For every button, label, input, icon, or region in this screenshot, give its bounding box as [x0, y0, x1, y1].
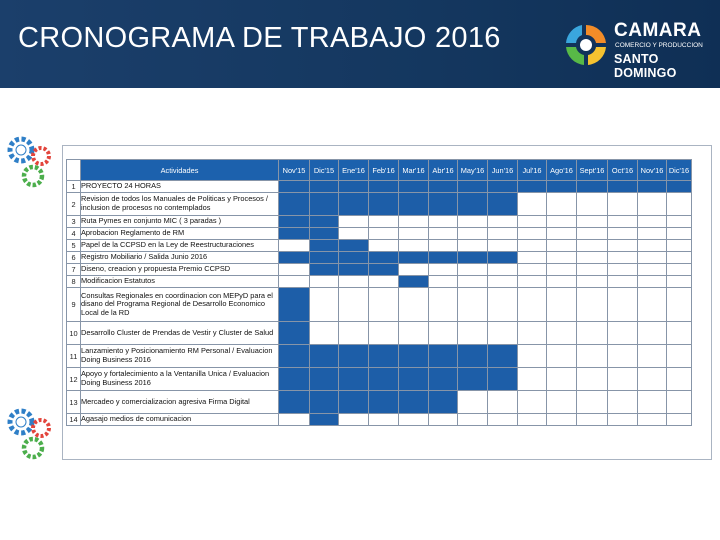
row-number: 10	[67, 322, 81, 345]
table-row	[67, 181, 692, 193]
row-number: 9	[67, 288, 81, 322]
schedule-cell-empty	[399, 288, 429, 322]
schedule-cell-empty	[577, 368, 608, 391]
schedule-cell-empty	[638, 345, 667, 368]
schedule-cell-empty	[279, 414, 310, 426]
page-title: CRONOGRAMA DE TRABAJO 2016	[18, 22, 501, 54]
schedule-cell-active	[279, 288, 310, 322]
schedule-cell-active	[458, 193, 488, 216]
schedule-cell-empty	[429, 228, 458, 240]
table-row	[67, 216, 692, 228]
month-header: Dic'16	[667, 160, 692, 181]
activities-header: Actividades	[81, 160, 279, 181]
schedule-cell-empty	[608, 240, 638, 252]
schedule-cell-active	[339, 368, 369, 391]
schedule-cell-empty	[369, 228, 399, 240]
schedule-cell-empty	[279, 264, 310, 276]
schedule-cell-empty	[458, 216, 488, 228]
schedule-cell-active	[369, 391, 399, 414]
schedule-cell-empty	[638, 240, 667, 252]
schedule-cell-active	[638, 181, 667, 193]
activity-cell: Agasajo medios de comunicacion	[81, 414, 279, 426]
schedule-cell-empty	[399, 228, 429, 240]
schedule-cell-active	[310, 181, 339, 193]
schedule-cell-empty	[577, 276, 608, 288]
schedule-cell-active	[279, 252, 310, 264]
month-header: Abr'16	[429, 160, 458, 181]
schedule-cell-empty	[488, 228, 518, 240]
schedule-cell-empty	[667, 216, 692, 228]
schedule-cell-empty	[518, 276, 547, 288]
table-row	[67, 345, 692, 368]
table-row	[67, 322, 692, 345]
activity-cell: Aprobacion Reglamento de RM	[81, 228, 279, 240]
logo-name: CAMARA	[614, 20, 702, 41]
schedule-cell-active	[429, 345, 458, 368]
schedule-cell-active	[399, 368, 429, 391]
slide-header	[0, 0, 720, 88]
schedule-cell-active	[339, 181, 369, 193]
schedule-cell-empty	[488, 288, 518, 322]
schedule-cell-empty	[458, 414, 488, 426]
month-header: Sept'16	[577, 160, 608, 181]
schedule-cell-empty	[667, 414, 692, 426]
schedule-cell-empty	[638, 216, 667, 228]
schedule-cell-empty	[608, 252, 638, 264]
schedule-cell-active	[279, 193, 310, 216]
row-number: 11	[67, 345, 81, 368]
activity-cell: Consultas Regionales en coordinacion con MEPyD para el disano del Programa Regional de Desarrollo Economico Local de la RD	[81, 288, 279, 322]
schedule-cell-active	[279, 181, 310, 193]
schedule-cell-empty	[399, 240, 429, 252]
schedule-cell-empty	[518, 322, 547, 345]
schedule-cell-empty	[518, 240, 547, 252]
schedule-cell-active	[279, 216, 310, 228]
activity-cell: Diseno, creacion y propuesta Premio CCPSD	[81, 264, 279, 276]
logo-city: SANTO DOMINGO	[614, 52, 677, 80]
schedule-cell-active	[339, 252, 369, 264]
schedule-cell-active	[279, 228, 310, 240]
schedule-cell-empty	[667, 240, 692, 252]
schedule-cell-empty	[667, 345, 692, 368]
schedule-cell-empty	[429, 240, 458, 252]
schedule-cell-empty	[458, 228, 488, 240]
schedule-cell-empty	[638, 193, 667, 216]
schedule-cell-empty	[547, 345, 577, 368]
schedule-cell-empty	[399, 264, 429, 276]
table-row	[67, 252, 692, 264]
schedule-cell-empty	[547, 193, 577, 216]
schedule-cell-empty	[518, 193, 547, 216]
schedule-cell-active	[310, 252, 339, 264]
schedule-cell-active	[310, 193, 339, 216]
schedule-cell-empty	[577, 391, 608, 414]
schedule-cell-active	[547, 181, 577, 193]
schedule-cell-empty	[577, 288, 608, 322]
schedule-cell-active	[279, 322, 310, 345]
row-number: 5	[67, 240, 81, 252]
schedule-cell-empty	[577, 228, 608, 240]
schedule-cell-empty	[577, 193, 608, 216]
row-number: 4	[67, 228, 81, 240]
schedule-cell-empty	[369, 322, 399, 345]
schedule-cell-empty	[518, 414, 547, 426]
schedule-cell-active	[310, 228, 339, 240]
schedule-cell-empty	[547, 252, 577, 264]
schedule-cell-active	[399, 193, 429, 216]
schedule-cell-empty	[638, 276, 667, 288]
schedule-cell-empty	[577, 414, 608, 426]
activity-cell: Desarrollo Cluster de Prendas de Vestir y Cluster de Salud	[81, 322, 279, 345]
schedule-cell-active	[339, 193, 369, 216]
schedule-cell-active	[399, 276, 429, 288]
schedule-cell-empty	[667, 252, 692, 264]
schedule-cell-empty	[547, 240, 577, 252]
schedule-cell-empty	[518, 216, 547, 228]
schedule-cell-active	[488, 368, 518, 391]
schedule-cell-active	[310, 216, 339, 228]
schedule-cell-empty	[638, 264, 667, 276]
schedule-cell-empty	[547, 322, 577, 345]
schedule-cell-empty	[667, 193, 692, 216]
month-header: Ene'16	[339, 160, 369, 181]
schedule-cell-empty	[518, 264, 547, 276]
table-row	[67, 228, 692, 240]
schedule-cell-empty	[458, 288, 488, 322]
schedule-cell-empty	[518, 288, 547, 322]
activity-cell: Ruta Pymes en conjunto MIC ( 3 paradas )	[81, 216, 279, 228]
schedule-cell-active	[310, 391, 339, 414]
schedule-cell-empty	[518, 252, 547, 264]
schedule-cell-empty	[577, 252, 608, 264]
activity-cell: Modificacion Estatutos	[81, 276, 279, 288]
schedule-cell-empty	[488, 322, 518, 345]
table-row	[67, 240, 692, 252]
schedule-cell-empty	[577, 240, 608, 252]
schedule-cell-active	[369, 345, 399, 368]
row-number: 7	[67, 264, 81, 276]
schedule-cell-active	[458, 368, 488, 391]
schedule-cell-empty	[608, 288, 638, 322]
schedule-cell-empty	[458, 264, 488, 276]
schedule-cell-active	[339, 240, 369, 252]
month-header: Jun'16	[488, 160, 518, 181]
schedule-cell-empty	[339, 228, 369, 240]
month-header: May'16	[458, 160, 488, 181]
schedule-cell-empty	[608, 228, 638, 240]
row-number: 2	[67, 193, 81, 216]
schedule-cell-empty	[638, 322, 667, 345]
row-number: 13	[67, 391, 81, 414]
schedule-cell-empty	[547, 414, 577, 426]
schedule-cell-empty	[667, 288, 692, 322]
activity-cell: Revision de todos los Manuales de Politicas y Procesos / inclusion de procesos no contemplados	[81, 193, 279, 216]
schedule-cell-empty	[429, 414, 458, 426]
schedule-cell-active	[399, 345, 429, 368]
schedule-cell-active	[339, 345, 369, 368]
schedule-cell-active	[488, 181, 518, 193]
schedule-cell-empty	[608, 276, 638, 288]
schedule-cell-empty	[369, 414, 399, 426]
schedule-cell-empty	[577, 216, 608, 228]
schedule-cell-active	[518, 181, 547, 193]
schedule-cell-empty	[339, 276, 369, 288]
schedule-cell-empty	[608, 216, 638, 228]
schedule-cell-empty	[638, 368, 667, 391]
schedule-cell-active	[279, 345, 310, 368]
schedule-cell-empty	[488, 264, 518, 276]
schedule-cell-active	[429, 181, 458, 193]
month-header: Dic'15	[310, 160, 339, 181]
activity-cell: Mercadeo y comercializacion agresiva Firma Digital	[81, 391, 279, 414]
schedule-cell-empty	[369, 288, 399, 322]
schedule-cell-empty	[429, 264, 458, 276]
schedule-cell-empty	[667, 368, 692, 391]
month-header: Nov'15	[279, 160, 310, 181]
schedule-cell-empty	[369, 240, 399, 252]
camara-logo-icon	[562, 21, 610, 69]
schedule-cell-empty	[547, 264, 577, 276]
schedule-cell-active	[429, 391, 458, 414]
schedule-cell-active	[369, 264, 399, 276]
schedule-cell-active	[399, 391, 429, 414]
row-number-header	[67, 160, 81, 181]
schedule-cell-empty	[667, 322, 692, 345]
schedule-cell-empty	[488, 276, 518, 288]
schedule-cell-active	[279, 391, 310, 414]
schedule-cell-empty	[608, 322, 638, 345]
activity-cell: PROYECTO 24 HORAS	[81, 181, 279, 193]
schedule-cell-active	[369, 181, 399, 193]
month-header: Jul'16	[518, 160, 547, 181]
schedule-cell-active	[429, 252, 458, 264]
camara-logo	[562, 18, 712, 80]
schedule-cell-active	[279, 368, 310, 391]
schedule-cell-empty	[429, 322, 458, 345]
schedule-cell-empty	[667, 276, 692, 288]
schedule-cell-empty	[310, 288, 339, 322]
logo-subtitle: COMERCIO Y PRODUCCION	[615, 42, 703, 49]
schedule-cell-empty	[399, 414, 429, 426]
schedule-cell-empty	[279, 240, 310, 252]
schedule-cell-empty	[638, 228, 667, 240]
schedule-table	[66, 159, 692, 426]
activity-cell: Apoyo y fortalecimiento a la Ventanilla Unica / Evaluacion Doing Business 2016	[81, 368, 279, 391]
schedule-cell-empty	[547, 368, 577, 391]
schedule-cell-empty	[608, 264, 638, 276]
schedule-cell-empty	[518, 391, 547, 414]
schedule-cell-empty	[577, 322, 608, 345]
schedule-cell-active	[369, 368, 399, 391]
schedule-cell-active	[667, 181, 692, 193]
table-row	[67, 368, 692, 391]
schedule-cell-empty	[339, 216, 369, 228]
table-row	[67, 264, 692, 276]
table-row	[67, 288, 692, 322]
schedule-cell-empty	[279, 276, 310, 288]
schedule-cell-active	[399, 181, 429, 193]
schedule-cell-active	[577, 181, 608, 193]
schedule-cell-empty	[638, 414, 667, 426]
schedule-cell-empty	[488, 414, 518, 426]
row-number: 12	[67, 368, 81, 391]
activity-cell: Papel de la CCPSD en la Ley de Reestructuraciones	[81, 240, 279, 252]
schedule-cell-empty	[518, 368, 547, 391]
gears-icon	[4, 132, 54, 194]
schedule-cell-active	[608, 181, 638, 193]
schedule-cell-empty	[547, 228, 577, 240]
schedule-cell-empty	[547, 288, 577, 322]
schedule-cell-active	[369, 252, 399, 264]
schedule-cell-active	[369, 193, 399, 216]
schedule-cell-empty	[458, 322, 488, 345]
schedule-cell-empty	[488, 240, 518, 252]
schedule-cell-empty	[399, 322, 429, 345]
row-number: 6	[67, 252, 81, 264]
schedule-cell-active	[339, 264, 369, 276]
activity-cell: Lanzamiento y Posicionamiento RM Personal / Evaluacion Doing Business 2016	[81, 345, 279, 368]
month-header: Oct'16	[608, 160, 638, 181]
schedule-cell-active	[429, 193, 458, 216]
schedule-cell-empty	[518, 228, 547, 240]
schedule-cell-empty	[608, 368, 638, 391]
schedule-cell-empty	[547, 276, 577, 288]
schedule-cell-empty	[518, 345, 547, 368]
schedule-cell-empty	[547, 216, 577, 228]
schedule-cell-empty	[608, 414, 638, 426]
schedule-cell-empty	[339, 414, 369, 426]
schedule-cell-empty	[547, 391, 577, 414]
schedule-cell-active	[399, 252, 429, 264]
schedule-cell-active	[488, 345, 518, 368]
schedule-cell-empty	[339, 322, 369, 345]
schedule-cell-empty	[458, 276, 488, 288]
schedule-cell-empty	[488, 216, 518, 228]
table-row	[67, 193, 692, 216]
schedule-cell-active	[488, 193, 518, 216]
schedule-cell-empty	[458, 240, 488, 252]
schedule-cell-empty	[458, 391, 488, 414]
schedule-cell-empty	[608, 345, 638, 368]
schedule-cell-empty	[488, 391, 518, 414]
schedule-cell-active	[458, 181, 488, 193]
schedule-cell-empty	[310, 276, 339, 288]
schedule-cell-empty	[667, 264, 692, 276]
schedule-cell-active	[429, 368, 458, 391]
row-number: 3	[67, 216, 81, 228]
schedule-cell-empty	[399, 216, 429, 228]
schedule-cell-active	[310, 240, 339, 252]
month-header: Feb'16	[369, 160, 399, 181]
schedule-cell-active	[310, 414, 339, 426]
activity-cell: Registro Mobiliario / Salida Junio 2016	[81, 252, 279, 264]
schedule-cell-active	[310, 345, 339, 368]
schedule-cell-empty	[638, 288, 667, 322]
schedule-cell-empty	[369, 276, 399, 288]
month-header: Nov'16	[638, 160, 667, 181]
table-row	[67, 414, 692, 426]
gears-icon	[4, 404, 54, 466]
schedule-cell-empty	[429, 276, 458, 288]
schedule-cell-empty	[429, 216, 458, 228]
schedule-cell-empty	[310, 322, 339, 345]
schedule-cell-empty	[369, 216, 399, 228]
month-header: Ago'16	[547, 160, 577, 181]
schedule-cell-empty	[608, 193, 638, 216]
month-header: Mar'16	[399, 160, 429, 181]
row-number: 14	[67, 414, 81, 426]
schedule-cell-active	[310, 264, 339, 276]
schedule-cell-empty	[667, 228, 692, 240]
table-row	[67, 391, 692, 414]
schedule-cell-empty	[667, 391, 692, 414]
schedule-cell-empty	[577, 264, 608, 276]
schedule-cell-empty	[577, 345, 608, 368]
schedule-cell-empty	[638, 252, 667, 264]
schedule-cell-active	[310, 368, 339, 391]
schedule-cell-active	[458, 252, 488, 264]
schedule-cell-active	[339, 391, 369, 414]
schedule-cell-active	[458, 345, 488, 368]
schedule-cell-empty	[339, 288, 369, 322]
row-number: 8	[67, 276, 81, 288]
table-row	[67, 276, 692, 288]
schedule-cell-empty	[429, 288, 458, 322]
row-number: 1	[67, 181, 81, 193]
schedule-cell-empty	[638, 391, 667, 414]
schedule-cell-active	[488, 252, 518, 264]
schedule-cell-empty	[608, 391, 638, 414]
